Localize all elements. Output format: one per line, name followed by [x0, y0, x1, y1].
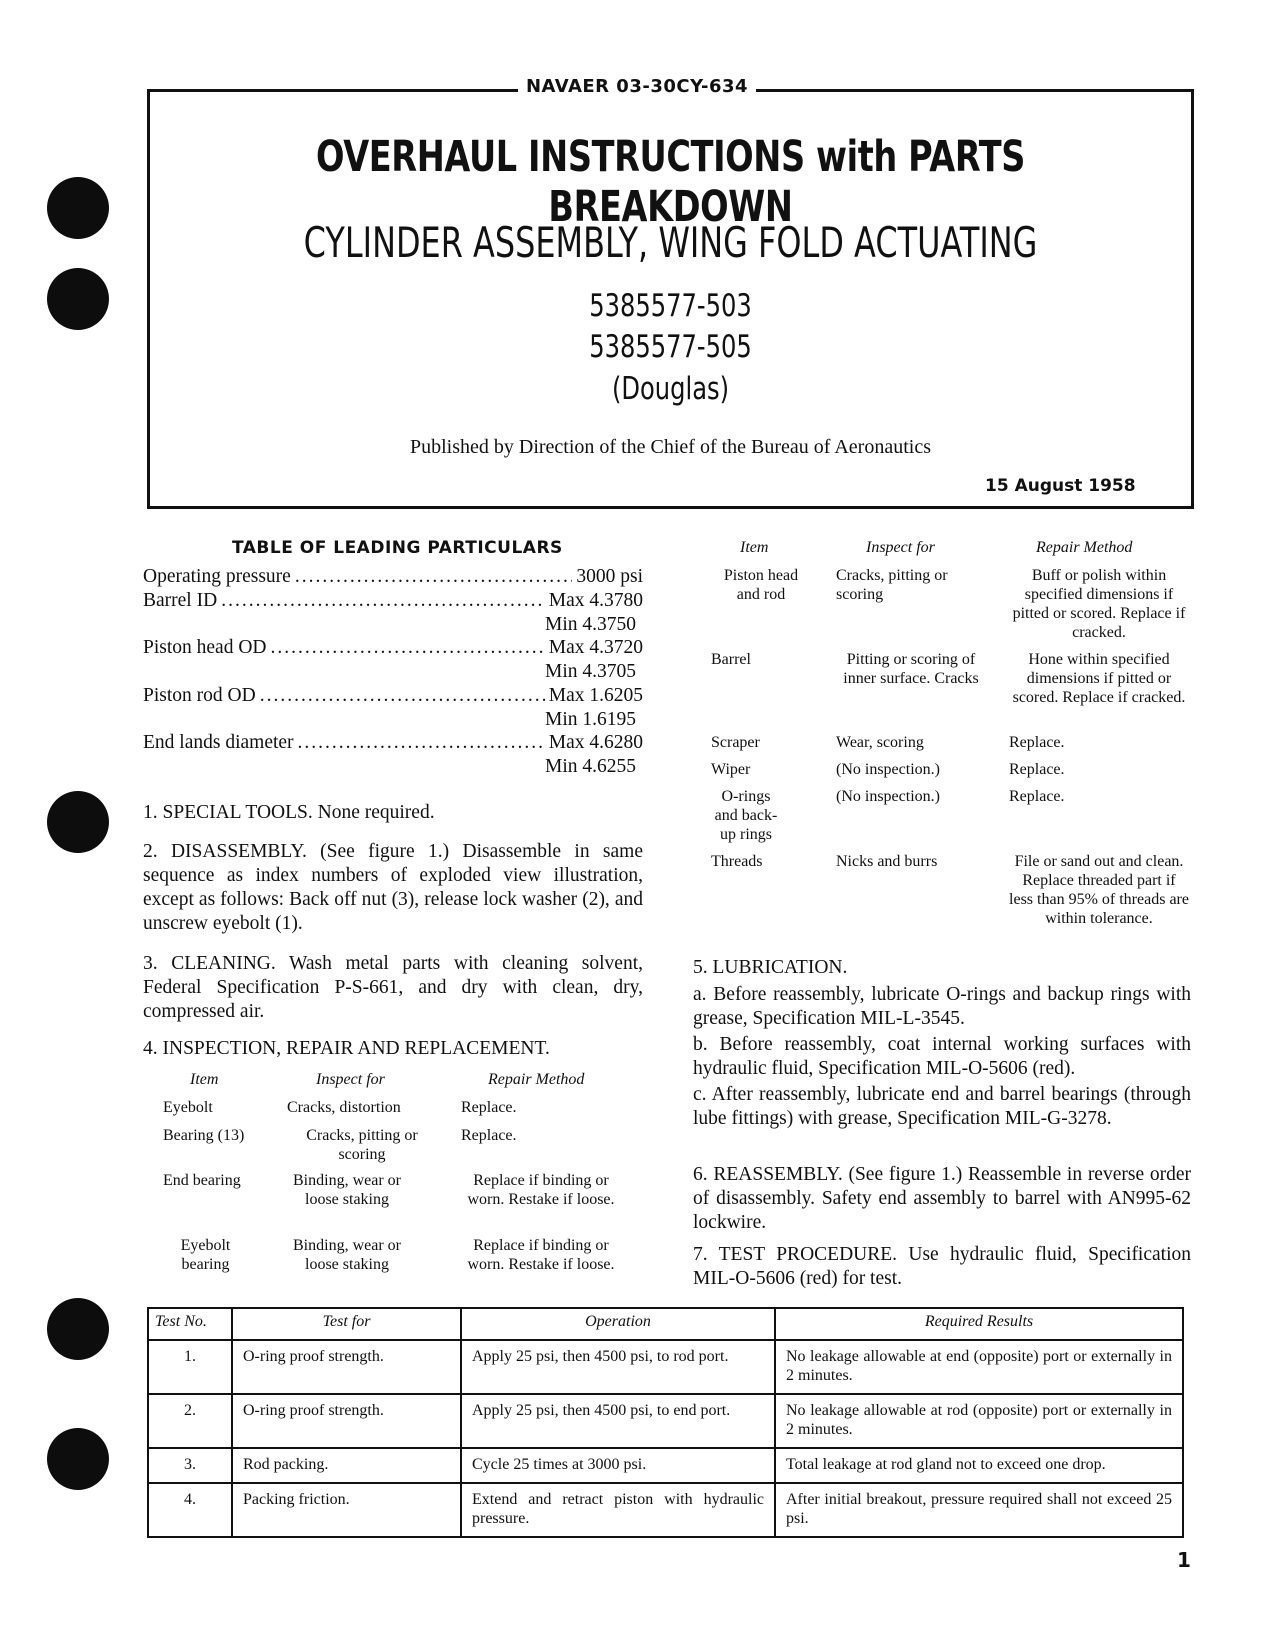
- inspection-header-repair: Repair Method: [1036, 539, 1133, 556]
- inspection-item: Scraper: [711, 734, 760, 751]
- section-reassembly: 6. REASSEMBLY. (See figure 1.) Reassemble in reverse order of disassembly. Safety end assembly to barrel with AN995-62 lockwire.: [693, 1164, 1191, 1233]
- inspection-inspect: Wear, scoring: [836, 734, 924, 751]
- test-for: O-ring proof strength.: [232, 1340, 461, 1394]
- page-subtitle: CYLINDER ASSEMBLY, WING FOLD ACTUATING: [303, 218, 1038, 267]
- part-number-1: 5385577-503: [589, 288, 752, 324]
- inspection-inspect: Cracks, pitting or scoring: [306, 1127, 418, 1163]
- inspection-header-repair: Repair Method: [488, 1071, 585, 1088]
- particular-label: Piston rod OD: [143, 685, 256, 706]
- particular-label: Piston head OD: [143, 637, 267, 658]
- test-for: Rod packing.: [232, 1448, 461, 1483]
- inspection-repair: Replace.: [461, 1099, 517, 1116]
- particular-label: End lands diameter: [143, 732, 294, 753]
- particular-label: Barrel ID: [143, 590, 218, 611]
- test-number: 4.: [148, 1483, 232, 1537]
- test-operation: Cycle 25 times at 3000 psi.: [461, 1448, 775, 1483]
- section-cleaning: 3. CLEANING. Wash metal parts with cleaning solvent, Federal Specification P-S-661, and dry with clean, dry, compressed air.: [143, 953, 643, 1022]
- particular-row: [143, 637, 643, 659]
- test-for: Packing friction.: [232, 1483, 461, 1537]
- test-procedure-table: [147, 1307, 1184, 1538]
- inspection-item: Wiper: [711, 761, 751, 778]
- inspection-header-inspect: Inspect for: [866, 539, 935, 556]
- inspection-item: O-rings and back-up rings: [714, 788, 778, 843]
- inspection-repair: Hone within specified dimensions if pitted or scored. Replace if cracked.: [1012, 651, 1186, 706]
- particular-min: Min 4.3750: [545, 614, 637, 635]
- inspection-inspect: Binding, wear or loose staking: [293, 1172, 401, 1208]
- inspection-inspect: (No inspection.): [836, 788, 940, 805]
- binder-hole-1: [47, 177, 109, 239]
- section-inspection-heading: 4. INSPECTION, REPAIR AND REPLACEMENT.: [143, 1038, 550, 1059]
- column-header-operation: Operation: [461, 1308, 775, 1340]
- test-operation: Extend and retract piston with hydraulic pressure.: [461, 1483, 775, 1537]
- inspection-inspect: Nicks and burrs: [836, 853, 938, 870]
- lubrication-step-b: b. Before reassembly, coat internal working surfaces with hydraulic fluid, Specification MIL-O-5606 (red).: [693, 1034, 1191, 1079]
- section-special-tools: 1. SPECIAL TOOLS. None required.: [143, 802, 435, 823]
- section-disassembly: 2. DISASSEMBLY. (See figure 1.) Disassemble in same sequence as index numbers of exploded view illustration, except as follows: Back off nut (3), release lock washer (2), and unscrew eyebolt (1).: [143, 841, 643, 934]
- section-test-procedure: 7. TEST PROCEDURE. Use hydraulic fluid, Specification MIL-O-5606 (red) for test.: [693, 1244, 1191, 1289]
- test-required-result: No leakage allowable at end (opposite) port or externally in 2 minutes.: [775, 1340, 1183, 1394]
- test-operation: Apply 25 psi, then 4500 psi, to rod port.: [461, 1340, 775, 1394]
- particular-value: Max 1.6205: [548, 685, 643, 706]
- inspection-item: Barrel: [711, 651, 751, 668]
- inspection-inspect: Cracks, pitting or scoring: [836, 567, 948, 603]
- publication-date: 15 August 1958: [985, 476, 1136, 496]
- particular-min: Min 4.6255: [545, 756, 637, 777]
- table-row: [148, 1448, 1183, 1483]
- inspection-repair: Replace.: [1009, 761, 1065, 778]
- document-number: NAVAER 03-30CY-634: [0, 76, 1274, 97]
- table-row: [148, 1340, 1183, 1394]
- test-operation: Apply 25 psi, then 4500 psi, to end port.: [461, 1394, 775, 1448]
- test-required-result: After initial breakout, pressure required shall not exceed 25 psi.: [775, 1483, 1183, 1537]
- particular-min: Min 1.6195: [545, 709, 637, 730]
- manufacturer: (Douglas): [611, 371, 730, 407]
- inspection-item: Eyebolt bearing: [180, 1237, 231, 1273]
- inspection-header-inspect: Inspect for: [316, 1071, 385, 1088]
- binder-hole-4: [47, 1298, 109, 1360]
- inspection-inspect: Pitting or scoring of inner surface. Cracks: [843, 651, 979, 687]
- table-row: [148, 1394, 1183, 1448]
- leading-particulars-title: TABLE OF LEADING PARTICULARS: [232, 538, 563, 558]
- part-number-2: 5385577-505: [589, 329, 752, 365]
- particular-value: Max 4.3720: [548, 637, 643, 658]
- column-header-required-results: Required Results: [775, 1308, 1183, 1340]
- lubrication-step-c: c. After reassembly, lubricate end and barrel bearings (through lube fittings) with grease, Specification MIL-G-3278.: [693, 1084, 1191, 1129]
- section-lubrication-heading: 5. LUBRICATION.: [693, 957, 848, 978]
- inspection-item: Threads: [711, 853, 763, 870]
- binder-hole-2: [47, 268, 109, 330]
- inspection-inspect: Cracks, distortion: [287, 1099, 401, 1116]
- particular-min: Min 4.3705: [545, 661, 637, 682]
- lubrication-step-a: a. Before reassembly, lubricate O-rings and backup rings with grease, Specification MIL-L-3545.: [693, 984, 1191, 1029]
- column-header-test-no: Test No.: [148, 1308, 232, 1340]
- page-number: 1: [1177, 1548, 1191, 1572]
- particular-row: [143, 732, 643, 754]
- test-required-result: Total leakage at rod gland not to exceed one drop.: [775, 1448, 1183, 1483]
- table-header-row: [148, 1308, 1183, 1340]
- test-number: 1.: [148, 1340, 232, 1394]
- inspection-item: Piston head and rod: [723, 567, 799, 603]
- inspection-repair: Replace if binding or worn. Restake if loose.: [467, 1172, 615, 1208]
- inspection-header-item: Item: [190, 1071, 219, 1088]
- test-for: O-ring proof strength.: [232, 1394, 461, 1448]
- inspection-repair: Replace.: [1009, 788, 1065, 805]
- inspection-repair: Replace if binding or worn. Restake if loose.: [467, 1237, 615, 1273]
- particular-label: Operating pressure: [143, 566, 291, 587]
- inspection-item: End bearing: [163, 1172, 241, 1189]
- particular-row: [143, 685, 643, 707]
- particular-row: [143, 566, 643, 588]
- inspection-item: Eyebolt: [163, 1099, 213, 1116]
- inspection-repair: Buff or polish within specified dimensions if pitted or scored. Replace if cracked.: [1012, 567, 1186, 641]
- inspection-repair: File or sand out and clean. Replace threaded part if less than 95% of threads are within tolerance.: [1009, 853, 1189, 927]
- binder-hole-5: [47, 1428, 109, 1490]
- binder-hole-3: [47, 791, 109, 853]
- inspection-repair: Replace.: [461, 1127, 517, 1144]
- page-title: OVERHAUL INSTRUCTIONS with PARTS BREAKDOWN: [315, 132, 1026, 232]
- particular-value: Max 4.3780: [548, 590, 643, 611]
- inspection-repair: Replace.: [1009, 734, 1065, 751]
- table-row: [148, 1483, 1183, 1537]
- test-number: 3.: [148, 1448, 232, 1483]
- column-header-test-for: Test for: [232, 1308, 461, 1340]
- inspection-header-item: Item: [740, 539, 769, 556]
- particular-row: [143, 590, 643, 612]
- inspection-inspect: Binding, wear or loose staking: [293, 1237, 401, 1273]
- published-statement: Published by Direction of the Chief of the Bureau of Aeronautics: [410, 436, 931, 458]
- test-required-result: No leakage allowable at rod (opposite) port or externally in 2 minutes.: [775, 1394, 1183, 1448]
- inspection-item: Bearing (13): [163, 1127, 245, 1144]
- particular-value: 3000 psi: [576, 566, 643, 587]
- inspection-inspect: (No inspection.): [836, 761, 940, 778]
- test-number: 2.: [148, 1394, 232, 1448]
- particular-value: Max 4.6280: [548, 732, 643, 753]
